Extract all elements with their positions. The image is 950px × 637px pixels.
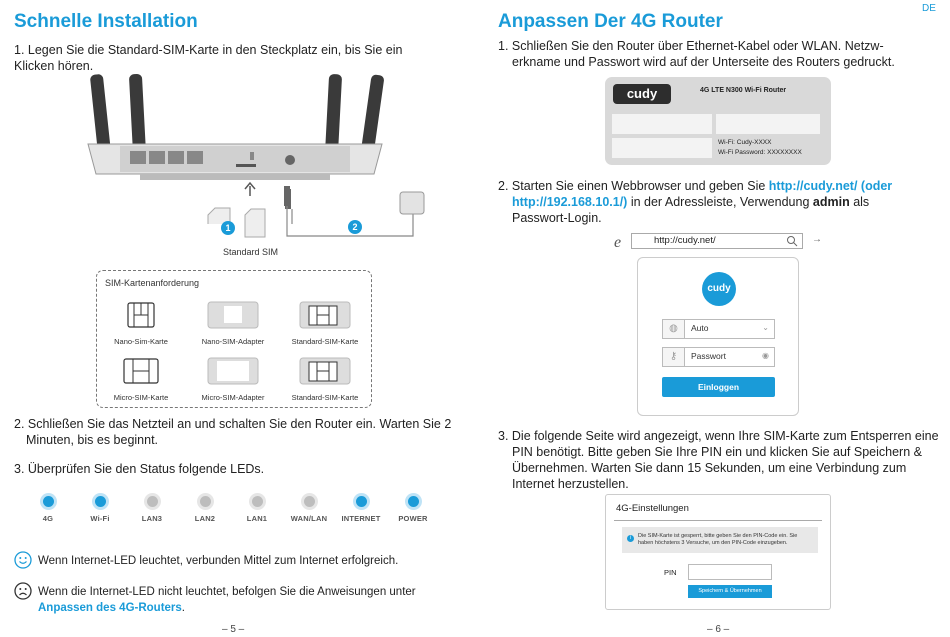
sim-requirement-box [96,270,372,408]
pin-label: PIN [664,568,677,577]
nano-sim-icon [126,301,156,329]
pin-input[interactable] [688,564,772,580]
adjust-router-link[interactable]: Anpassen des 4G-Routers [38,602,182,614]
status-fail-text: Wenn die Internet-LED nicht leuchtet, befolgen Sie die Anweisungen unter Anpassen des 4G-Routers. [38,586,416,614]
page-number-left: – 5 – [222,624,245,635]
search-icon[interactable] [786,235,798,247]
r-step1-text: 1. Schließen Sie den Router über Ethernet-Kabel oder WLAN. Netzw-erkname und Passwort wird auf der Unterseite des Routers gedruckt. [498,39,895,69]
save-apply-button[interactable]: Speichern & Übernehmen [688,585,772,598]
r-step2-text: 2. Starten Sie einen Webbrowser und geben Sie http://cudy.net/ (oder http://192.168.10.1/) in der Adressleiste, Verwendung admin als Passwort-Login. [498,179,893,225]
standard-sim-label: Standard SIM [223,247,279,257]
standard-sim-icon [299,301,351,329]
sim-item: Nano-Sim-Karte [97,301,185,346]
led-indicator [383,496,443,523]
led-label: Wi-Fi [90,514,110,523]
settings-title: 4G-Einstellungen [616,503,689,514]
led-dot [408,496,419,507]
r-step3-text: 3. Die folgende Seite wird angezeigt, wenn Ihre SIM-Karte zum Entsperren eine PIN benötigt. Bitte geben Sie Ihre PIN ein und klicken Sie auf Speichern & Übernehmen. Warten Sie dann 15 Sekunden, um eine Verbindung zum Internet herzustellen. [498,429,939,491]
led-label: WAN/LAN [290,514,328,523]
go-arrow-icon[interactable]: → [812,234,822,245]
sim-item: Standard-SIM-Karte [281,301,369,346]
led-label: POWER [398,514,428,523]
step-badge-2: 2 [348,220,362,234]
led-dot [304,496,315,507]
led-label: INTERNET [341,514,381,523]
login-panel [637,257,799,416]
sim-requirement-title: SIM-Kartenanforderung [105,278,200,288]
micro-sim-icon [122,357,160,385]
led-label: LAN3 [141,514,163,523]
url-input[interactable]: http://cudy.net/ [631,233,803,249]
globe-icon: ◍ [663,320,685,338]
label-field [716,114,820,134]
led-label: LAN2 [194,514,216,523]
section-title-configure: Anpassen Der 4G Router [498,11,723,32]
led-indicator [122,496,182,523]
smiley-icon [14,551,32,569]
led-dot [147,496,158,507]
sim-item: Micro-SIM-Karte [97,357,185,402]
led-indicator [70,496,130,523]
info-icon: i [627,535,634,542]
cudy-logo: cudy [702,272,736,306]
password-input[interactable]: ⚷ Passwort ◉ [662,347,775,367]
step-badge-1: 1 [221,221,235,235]
sim-card-icon [244,208,266,238]
led-dot [95,496,106,507]
section-title-installation: Schnelle Installation [14,11,198,32]
status-ok-text: Wenn Internet-LED leuchtet, verbunden Mittel zum Internet erfolgreich. [38,555,399,567]
led-dot [43,496,54,507]
sad-face-icon [14,582,32,600]
router-label-card [605,77,831,165]
step1-text: 1. Legen Sie die Standard-SIM-Karte in den Steckplatz ein, bis Sie ein Klicken hören. [14,43,403,73]
router-model-text: 4G LTE N300 Wi-Fi Router [700,87,787,94]
page-number-right: – 6 – [707,624,730,635]
led-dot [356,496,367,507]
label-field [612,114,712,134]
sim-locked-alert: i Die SIM-Karte ist gesperrt, bitte geben Sie den PIN-Code ein. Sie haben höchstens 3 Versuche, um den PIN-Code einzugeben. [622,527,818,553]
login-button[interactable]: Einloggen [662,377,775,397]
divider [614,520,822,521]
sim-item: Standard-SIM-Karte [281,357,369,402]
standard-sim-icon [299,357,351,385]
led-indicator [227,496,287,523]
led-indicator [175,496,235,523]
key-icon: ⚷ [663,348,685,366]
language-tag: DE [922,3,936,14]
step3-text: 3. Überprüfen Sie den Status folgende LEDs. [14,462,265,476]
led-dot [200,496,211,507]
wifi-credentials: Wi-Fi: Cudy-XXXX Wi-Fi Password: XXXXXXXX [718,139,802,156]
sim-item: Micro-SIM-Adapter [189,357,277,402]
step2-text: 2. Schließen Sie das Netzteil an und schalten Sie den Router ein. Warten Sie 2 Minuten, bis es beginnt. [14,417,452,447]
svg-text:e: e [614,234,622,249]
led-dot [252,496,263,507]
micro-sim-adapter-icon [207,357,259,385]
chevron-down-icon: ⌄ [762,323,769,332]
4g-settings-panel [605,494,831,610]
browser-e-icon [612,233,628,249]
language-select[interactable]: ◍ Auto ⌄ [662,319,775,339]
led-label: 4G [42,514,54,523]
eye-icon[interactable]: ◉ [762,351,769,360]
label-field [612,138,712,158]
led-indicator [18,496,78,523]
led-indicator [331,496,391,523]
nano-sim-adapter-icon [207,301,259,329]
led-indicator [279,496,339,523]
cudy-url-link[interactable]: http://cudy.net/ (oder http://192.168.10.1/) [512,179,893,209]
led-label: LAN1 [246,514,268,523]
sim-item: Nano-SIM-Adapter [189,301,277,346]
browser-address-bar [606,231,830,251]
cudy-logo: cudy [613,84,671,104]
